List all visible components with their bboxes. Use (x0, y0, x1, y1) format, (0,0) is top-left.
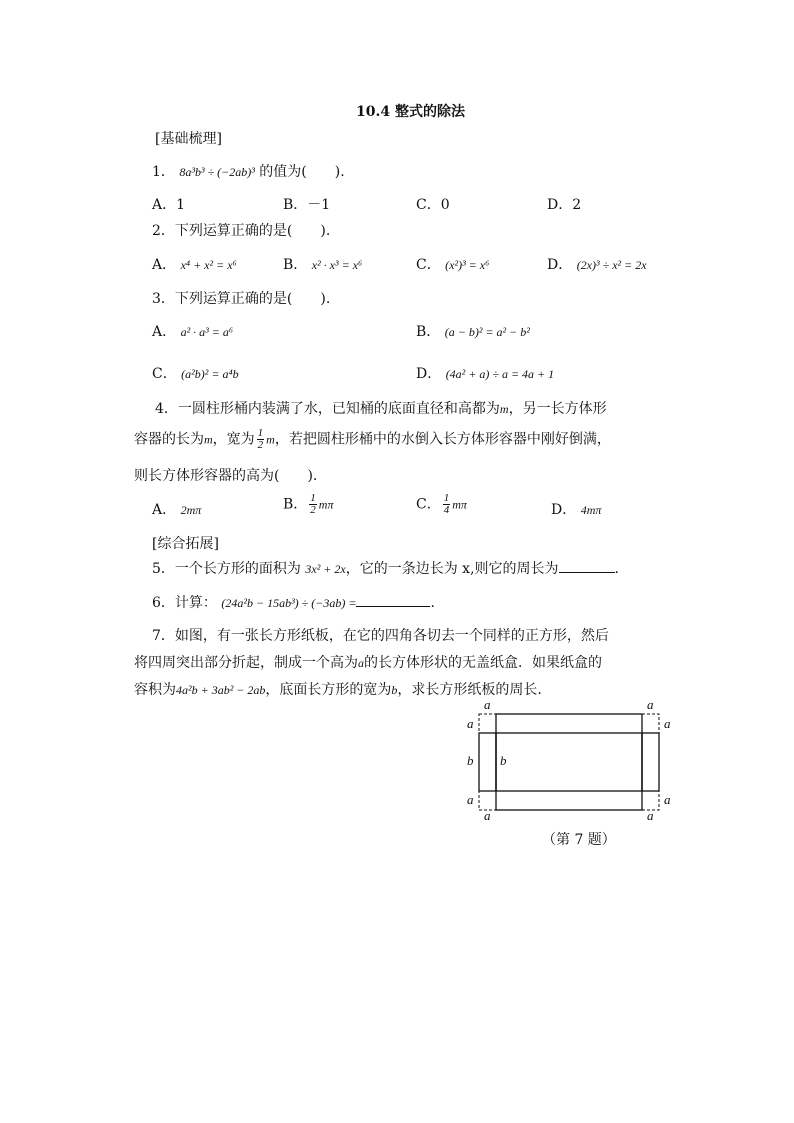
q4-option-b-den: 2 (310, 504, 316, 516)
q5-text-a: 5．一个长方形的面积为 (152, 561, 301, 577)
corner-square-tl (479, 714, 496, 733)
q2-option-d-expr: (2x)³ ÷ x² = 2x (576, 258, 647, 272)
q6-text: 6．计算： (152, 595, 217, 611)
q6-answer-blank[interactable] (356, 605, 430, 607)
q4-frac-den: 2 (257, 439, 264, 451)
q4-option-d-label: D． (551, 502, 577, 518)
label-a-left-top: a (467, 716, 474, 731)
q3-option-b (416, 321, 530, 341)
q3-option-a-expr: a² · a³ = a⁶ (180, 325, 234, 339)
q4-option-a-label: A． (152, 502, 177, 518)
q3-option-c-label: C． (152, 366, 177, 382)
label-a-right-top: a (664, 716, 671, 731)
q7-line-2-b: 的长方体形状的无盖纸盒．如果纸盒的 (364, 655, 602, 671)
q1-option-a: A．1 (152, 197, 186, 213)
q4-option-d (551, 499, 601, 519)
q2-option-a-expr: x⁴ + x² = x⁶ (180, 258, 237, 272)
q4-option-c-fraction (443, 493, 451, 516)
q2-option-a (152, 254, 237, 274)
label-a-left-bottom: a (467, 792, 474, 807)
question-5 (152, 558, 619, 578)
q4-option-b-label: B． (283, 496, 308, 513)
q4-option-b-expr: mπ (318, 497, 334, 512)
question-6 (152, 592, 435, 612)
q3-option-a-label: A． (152, 324, 177, 340)
q3-option-d-expr: (4a² + a) ÷ a = 4a + 1 (445, 367, 555, 381)
q5-answer-blank[interactable] (559, 571, 615, 573)
q7-line-3-c: ，求长方形纸板的周长. (397, 682, 542, 698)
q4-fraction-half (257, 428, 265, 451)
q2-option-c (416, 254, 489, 274)
q7-var-b: b (391, 683, 398, 697)
cardboard-main-rect (496, 714, 642, 810)
q4-option-c (416, 493, 467, 516)
q4-line-1-end: ，另一长方体形 (508, 401, 607, 417)
section-heading-basic: [基础梳理] (155, 131, 222, 147)
q4-option-c-expr: mπ (452, 497, 467, 512)
q4-option-a (152, 499, 201, 519)
q1-text: 的值为( ). (259, 164, 345, 180)
q4-option-c-den: 4 (443, 504, 450, 516)
q7-line-3-a: 容积为 (134, 682, 176, 698)
q4-frac-num: 1 (257, 427, 264, 439)
q7-line-3 (134, 679, 542, 699)
q3-option-b-expr: (a − b)² = a² − b² (444, 325, 530, 339)
q7-line-1: 7．如图，有一张长方形纸板，在它的四角各切去一个同样的正方形，然后 (152, 628, 609, 644)
q2-option-b-expr: x² · x³ = x⁶ (311, 258, 363, 272)
q4-line-1-text: 4．一圆柱形桶内装满了水，已知桶的底面直径和高都为 (155, 401, 500, 417)
q4-line-3: 则长方体形容器的高为( ). (134, 468, 318, 484)
q3-option-a (152, 321, 233, 341)
q4-option-b-fraction (309, 493, 317, 516)
q1-option-d: D．2 (547, 197, 582, 213)
q4-option-c-num: 1 (443, 492, 450, 504)
section-heading-extend: [综合拓展] (152, 536, 219, 552)
label-b-inner: b (500, 753, 507, 768)
q2-option-d-label: D． (547, 257, 573, 273)
q1-option-c: C．0 (416, 197, 450, 213)
box-base-rect (496, 733, 642, 791)
q5-text-b: ，它的一条边长为 x,则它的周长为 (345, 561, 559, 577)
label-a-bottom-left: a (484, 808, 491, 823)
q5-expr: 3x² + 2x (305, 562, 346, 576)
q4-option-b-num: 1 (310, 492, 316, 504)
q4-option-c-label: C． (416, 496, 441, 513)
label-a-top-right: a (647, 697, 654, 712)
corner-square-tr (642, 714, 659, 733)
q6-end: . (430, 595, 435, 611)
q4-line-2 (134, 428, 611, 451)
q2-option-b (283, 254, 362, 274)
q7-line-2-a: 将四周突出部分折起，制成一个高为 (134, 655, 358, 671)
q4-var-m: m (499, 402, 509, 416)
q3-option-c (152, 363, 239, 383)
q2-option-b-label: B． (283, 257, 308, 273)
question-1 (152, 161, 345, 181)
q4-var-m-2: m (204, 432, 213, 447)
q4-line-2-a: 容器的长为 (134, 431, 204, 448)
question-3: 3．下列运算正确的是( ). (152, 291, 331, 307)
q7-line-3-b: ，底面长方形的宽为 (265, 682, 392, 698)
q3-option-d (416, 363, 554, 383)
q7-var-a: a (358, 656, 364, 670)
q1-number: 1． (152, 164, 175, 180)
q2-option-c-label: C． (416, 257, 441, 273)
question-2: 2．下列运算正确的是( ). (152, 223, 331, 239)
q3-option-d-label: D． (416, 366, 442, 382)
label-b-left: b (467, 753, 474, 768)
left-flap (479, 733, 496, 791)
right-flap (642, 733, 659, 791)
q7-line-2 (134, 652, 602, 672)
q4-line-2-c: ，若把圆柱形桶中的水倒入长方体形容器中刚好倒满， (274, 431, 611, 448)
q4-option-d-expr: 4mπ (580, 503, 602, 517)
q2-option-d (547, 254, 647, 274)
q3-option-c-expr: (a²b)² = a⁴b (181, 367, 239, 381)
q4-option-b (283, 493, 333, 516)
q6-expr: (24a²b − 15ab³) ÷ (−3ab) = (221, 596, 357, 610)
q1-expression: 8a³b³ ÷ (−2ab)³ (179, 165, 255, 179)
q5-end: . (614, 561, 619, 577)
label-a-bottom-right: a (647, 808, 654, 823)
q3-option-b-label: B． (416, 324, 441, 340)
q2-option-c-expr: (x²)³ = x⁶ (445, 258, 490, 272)
label-a-top-left: a (484, 697, 491, 712)
q2-option-a-label: A． (152, 257, 177, 273)
q4-var-m-3: m (266, 432, 275, 447)
q1-option-b: B．－1 (283, 197, 331, 213)
label-a-right-bottom: a (664, 792, 671, 807)
q7-caption: （第 7 题） (542, 832, 616, 848)
q4-option-a-expr: 2mπ (180, 503, 202, 517)
q4-line-2-b: ，宽为 (212, 431, 255, 448)
q7-expr: 4a²b + 3ab² − 2ab (176, 683, 266, 697)
page-title: 10.4 整式的除法 (356, 104, 465, 120)
q4-line-1 (155, 398, 607, 418)
